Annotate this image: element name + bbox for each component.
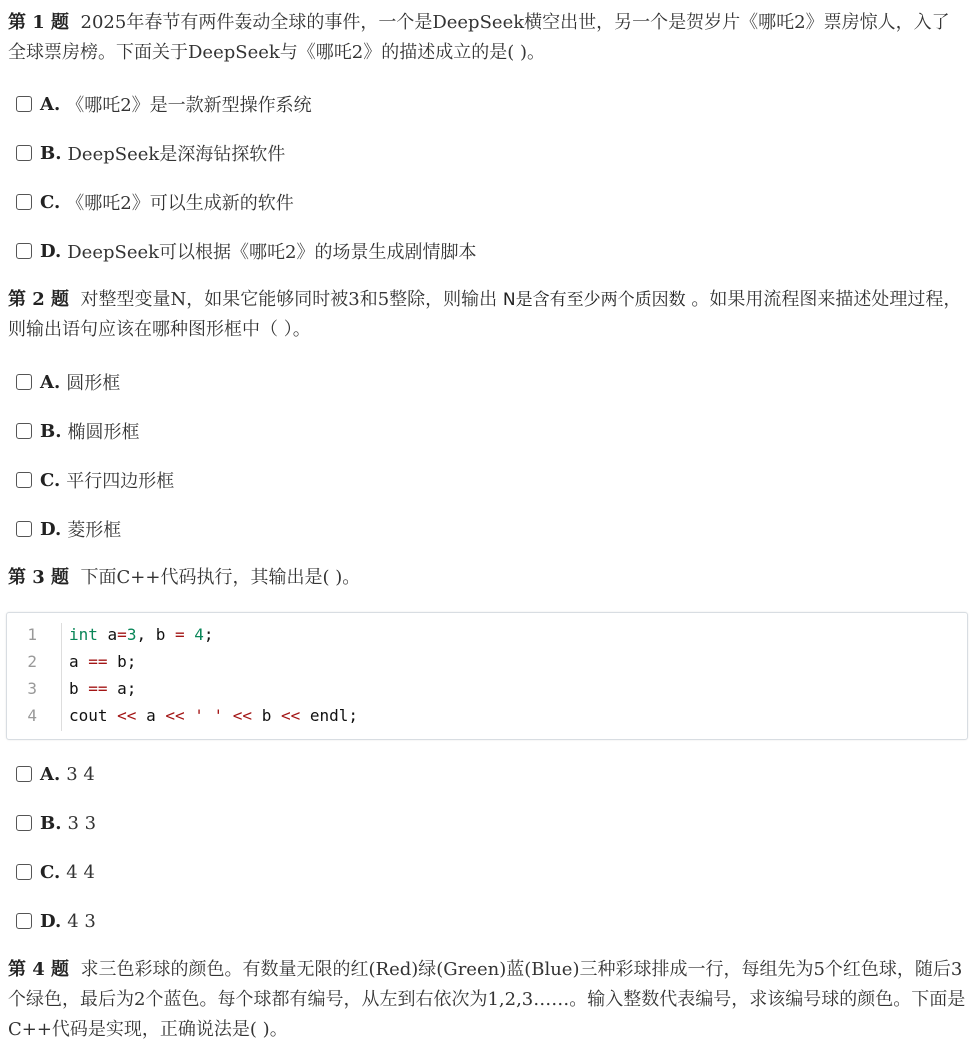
code-token: 3 <box>126 625 137 644</box>
code-text <box>69 706 358 725</box>
option-text: 3 4 <box>66 763 95 785</box>
checkbox[interactable] <box>16 815 32 831</box>
checkbox[interactable] <box>16 96 32 112</box>
checkbox[interactable] <box>16 766 32 782</box>
question-4-stem <box>8 955 966 1045</box>
option-letter: B. <box>40 142 62 164</box>
code-token: << <box>165 706 185 725</box>
code-token: , b <box>136 625 175 644</box>
question-4-text: 求三色彩球的颜色。有数量无限的红(Red)绿(Green)蓝(Blue)三种彩球排成一行，每组先为5个红色球，随后3个绿色，最后为2个蓝色。每个球都有编号，从左到右依次为1,2,3……。输入整数代表编号，求该编号球的颜色。下面是C++代码是实现，正确说法是( )。 <box>8 959 966 1040</box>
code-token: a <box>69 652 89 671</box>
code-block <box>6 612 968 740</box>
question-3-text: 下面C++代码执行，其输出是( )。 <box>80 567 361 588</box>
code-text <box>69 679 136 698</box>
code-token: == <box>88 679 108 698</box>
question-1-stem <box>8 8 966 68</box>
question-2-stem <box>8 285 966 345</box>
q2-option-b[interactable] <box>16 419 139 443</box>
code-line <box>7 621 214 648</box>
code-gutter-divider <box>61 623 62 731</box>
code-token: a <box>136 706 166 725</box>
code-token <box>185 625 195 644</box>
code-text <box>69 625 214 644</box>
code-token: ' ' <box>194 706 224 725</box>
question-3-label: 第 3 题 <box>8 567 70 588</box>
q1-option-b[interactable] <box>16 141 285 165</box>
question-2-label: 第 2 题 <box>8 289 70 310</box>
option-letter: C. <box>40 191 61 213</box>
checkbox[interactable] <box>16 374 32 390</box>
q1-option-d[interactable] <box>16 239 477 263</box>
option-text: 圆形框 <box>66 373 121 394</box>
code-token: 4 <box>194 625 204 644</box>
code-line <box>7 648 137 675</box>
checkbox[interactable] <box>16 423 32 439</box>
question-1-label: 第 1 题 <box>8 12 70 33</box>
option-letter: C. <box>40 861 61 883</box>
code-token: b <box>69 679 89 698</box>
line-number: 1 <box>27 625 37 644</box>
code-token: b; <box>107 652 137 671</box>
line-number: 3 <box>27 679 37 698</box>
option-text: 平行四边形框 <box>66 471 175 492</box>
option-text: 《哪吒2》可以生成新的软件 <box>66 193 294 214</box>
checkbox[interactable] <box>16 243 32 259</box>
question-3-stem <box>8 563 966 593</box>
q3-option-a[interactable] <box>16 762 95 786</box>
q1-option-c[interactable] <box>16 190 294 214</box>
code-token: ; <box>203 625 214 644</box>
code-text <box>69 652 136 671</box>
q3-option-d[interactable] <box>16 909 96 933</box>
checkbox[interactable] <box>16 472 32 488</box>
code-token: << <box>232 706 253 725</box>
option-text: DeepSeek可以根据《哪吒2》的场景生成剧情脚本 <box>67 242 477 263</box>
option-text: 椭圆形框 <box>67 422 140 443</box>
code-token: b <box>252 706 281 725</box>
code-line <box>7 675 137 702</box>
question-2-text-after: 。如果用流程图来描述处理过程，则输出语句应该在哪种图形框中（ ）。 <box>8 289 962 340</box>
code-token <box>185 706 195 725</box>
code-token: == <box>88 652 108 671</box>
checkbox[interactable] <box>16 194 32 210</box>
option-letter: D. <box>40 910 62 932</box>
code-token: a <box>97 625 118 644</box>
checkbox[interactable] <box>16 913 32 929</box>
code-token: cout <box>69 706 118 725</box>
option-letter: C. <box>40 469 61 491</box>
option-letter: D. <box>40 518 62 540</box>
option-text: 《哪吒2》是一款新型操作系统 <box>66 95 312 116</box>
code-token: = <box>174 625 185 644</box>
option-text: 菱形框 <box>67 520 122 541</box>
question-2-highlight: N是含有至少两个质因数 <box>502 290 686 310</box>
q1-option-a[interactable] <box>16 92 312 116</box>
option-letter: B. <box>40 420 62 442</box>
checkbox[interactable] <box>16 864 32 880</box>
code-token: = <box>117 625 127 644</box>
code-token: endl; <box>300 706 359 725</box>
option-letter: A. <box>40 763 61 785</box>
checkbox[interactable] <box>16 521 32 537</box>
checkbox[interactable] <box>16 145 32 161</box>
option-letter: D. <box>40 240 62 262</box>
code-token: << <box>280 706 301 725</box>
question-4-label: 第 4 题 <box>8 959 70 980</box>
option-text: DeepSeek是深海钻探软件 <box>67 144 286 165</box>
line-number: 4 <box>27 706 37 725</box>
option-letter: A. <box>40 93 61 115</box>
q2-option-d[interactable] <box>16 517 121 541</box>
q3-option-c[interactable] <box>16 860 95 884</box>
option-text: 4 3 <box>67 910 96 932</box>
code-token: int <box>69 625 98 644</box>
option-letter: A. <box>40 371 61 393</box>
code-line <box>7 702 359 729</box>
question-1-text: 2025年春节有两件轰动全球的事件，一个是DeepSeek横空出世，另一个是贺岁片《哪吒2》票房惊人，入了全球票房榜。下面关于DeepSeek与《哪吒2》的描述成立的是( )。 <box>8 12 950 63</box>
code-token: a; <box>107 679 137 698</box>
option-text: 3 3 <box>67 812 97 834</box>
q3-option-b[interactable] <box>16 811 96 835</box>
q2-option-a[interactable] <box>16 370 120 394</box>
question-2-text-before: 对整型变量N，如果它能够同时被3和5整除，则输出 <box>80 289 498 310</box>
code-token: << <box>117 706 137 725</box>
code-token <box>223 706 233 725</box>
option-text: 4 4 <box>66 861 95 883</box>
option-letter: B. <box>40 812 62 834</box>
line-number: 2 <box>27 652 37 671</box>
q2-option-c[interactable] <box>16 468 174 492</box>
